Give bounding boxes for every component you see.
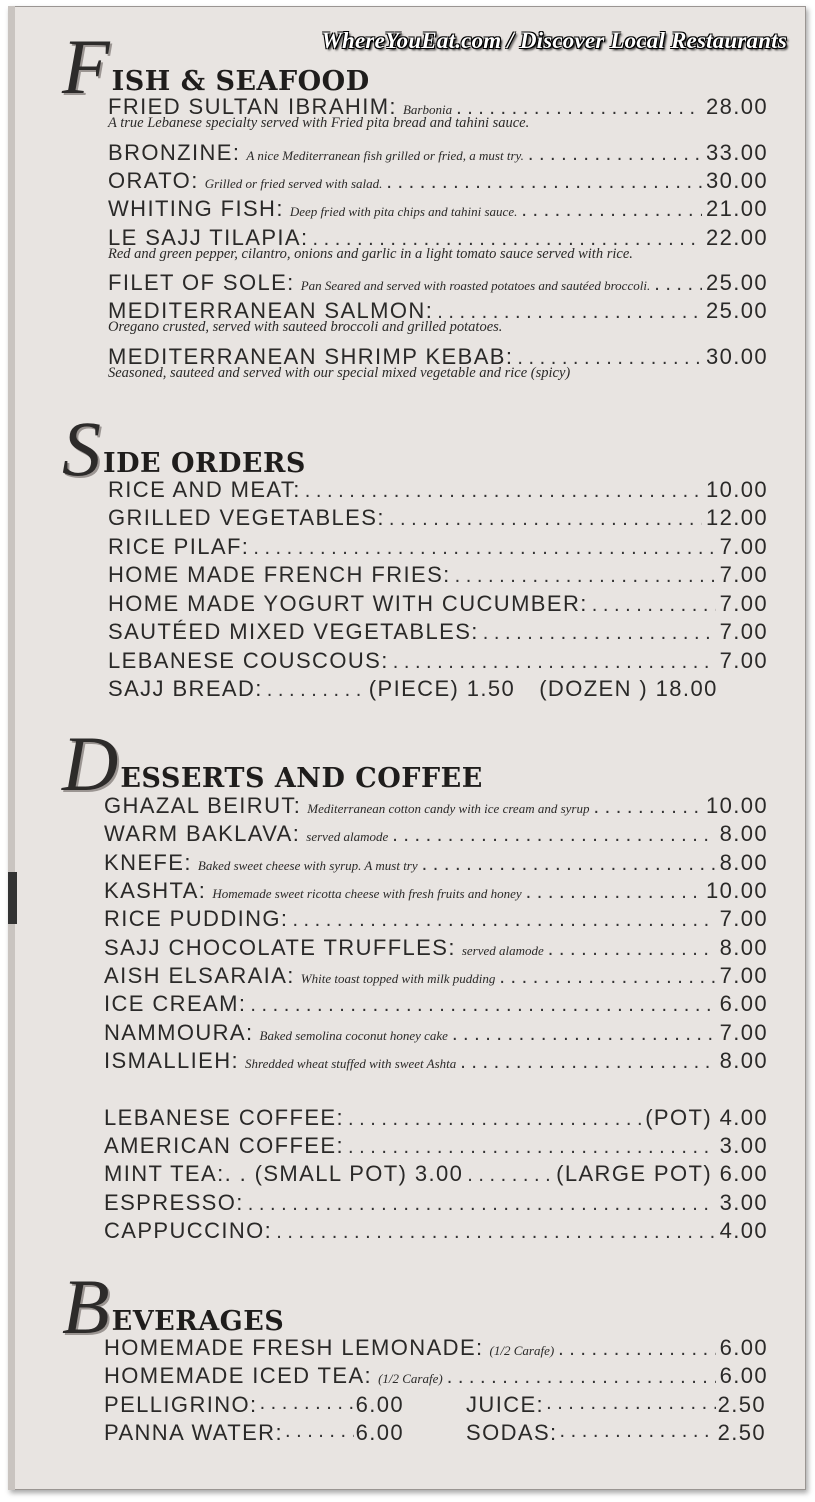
menu-item-row bbox=[108, 270, 768, 298]
item-price: 7.00 bbox=[719, 648, 768, 673]
leader-dots bbox=[593, 796, 701, 819]
leader-dots bbox=[392, 824, 715, 847]
menu-item bbox=[104, 991, 768, 1019]
menu-item-row bbox=[104, 1392, 768, 1420]
menu-item bbox=[104, 1190, 768, 1218]
leader-dots bbox=[548, 938, 716, 961]
menu-item-row bbox=[104, 935, 768, 963]
item-name: AMERICAN COFFEE: bbox=[104, 1133, 344, 1158]
leader-dots bbox=[260, 1392, 354, 1418]
item-price: 7.00 bbox=[719, 619, 768, 644]
leader-dots bbox=[592, 594, 716, 617]
menu-item-row bbox=[108, 168, 768, 196]
menu-item bbox=[108, 168, 768, 196]
item-price: 3.00 bbox=[719, 1133, 768, 1158]
menu-item bbox=[108, 225, 768, 263]
menu-item-row bbox=[104, 850, 768, 878]
pair-left bbox=[104, 1420, 404, 1446]
item-name: MEDITERRANEAN SHRIMP KEBAB: bbox=[108, 344, 514, 369]
item-price: 21.00 bbox=[705, 196, 768, 221]
item-price: 30.00 bbox=[705, 168, 768, 193]
item-name: SAJJ CHOCOLATE TRUFFLES: bbox=[104, 935, 456, 960]
menu-item bbox=[108, 534, 768, 562]
leader-dots bbox=[560, 1420, 716, 1446]
item-name: RICE PUDDING: bbox=[104, 906, 289, 931]
menu-item-row bbox=[104, 1190, 768, 1218]
menu-item bbox=[104, 821, 768, 849]
item-price: 7.00 bbox=[719, 562, 768, 587]
site-watermark: WhereYouEat.com / Discover Local Restaurants bbox=[321, 28, 787, 53]
menu-item bbox=[104, 1335, 768, 1363]
binding-tab bbox=[8, 872, 17, 924]
item-name: SODAS: bbox=[466, 1420, 558, 1445]
leader-dots bbox=[455, 565, 716, 588]
leader-dots bbox=[248, 1193, 716, 1216]
item-name: PELLIGRINO: bbox=[104, 1392, 258, 1417]
menu-item-row bbox=[108, 140, 768, 168]
item-description: Homemade sweet ricotta cheese with fresh fruits and honey bbox=[212, 886, 522, 901]
menu-item-row bbox=[108, 648, 768, 676]
heading-text: ESSERTS AND COFFEE bbox=[120, 763, 483, 795]
item-name: JUICE: bbox=[466, 1392, 545, 1417]
item-price: 22.00 bbox=[705, 225, 768, 250]
heading-text: IDE ORDERS bbox=[103, 448, 306, 480]
menu-item bbox=[108, 505, 768, 533]
menu-item bbox=[104, 906, 768, 934]
item-name: BRONZINE: bbox=[108, 140, 241, 165]
menu-item bbox=[104, 1218, 768, 1246]
menu-item-row bbox=[108, 534, 768, 562]
item-price: 8.00 bbox=[719, 850, 768, 875]
item-name: LEBANESE COFFEE: bbox=[104, 1105, 345, 1130]
item-price: 6.00 bbox=[355, 1420, 404, 1445]
menu-item-row bbox=[104, 793, 768, 821]
leader-dots bbox=[528, 143, 702, 166]
item-subtext: Seasoned, sauteed and served with our special mixed vegetable and rice (spicy) bbox=[108, 365, 571, 381]
item-price: (POT) 4.00 bbox=[645, 1105, 768, 1130]
item-name: SAJJ BREAD: bbox=[108, 676, 263, 701]
leader-dots bbox=[499, 966, 715, 989]
leader-dots bbox=[467, 1164, 552, 1187]
leader-dots bbox=[285, 1420, 354, 1446]
leader-dots bbox=[526, 881, 702, 904]
item-price: 6.00 bbox=[355, 1392, 404, 1417]
menu-spine bbox=[8, 6, 15, 1490]
item-price: 10.00 bbox=[705, 477, 768, 502]
item-name: HOME MADE FRENCH FRIES: bbox=[108, 562, 451, 587]
menu-item bbox=[104, 1048, 768, 1076]
menu-item-row bbox=[108, 591, 768, 619]
menu-item-row bbox=[108, 619, 768, 647]
leader-dots bbox=[389, 508, 702, 531]
menu-item bbox=[104, 1020, 768, 1048]
item-name: NAMMOURA: bbox=[104, 1020, 254, 1045]
menu-item bbox=[104, 1161, 768, 1189]
item-name: ICE CREAM: bbox=[104, 991, 247, 1016]
menu-item bbox=[104, 1133, 768, 1161]
menu-item bbox=[108, 94, 768, 132]
item-price: 7.00 bbox=[719, 906, 768, 931]
item-description: (1/2 Carafe) bbox=[378, 1371, 443, 1386]
item-name: FILET OF SOLE: bbox=[108, 270, 295, 295]
menu-item bbox=[104, 935, 768, 963]
item-price: 3.00 bbox=[719, 1190, 768, 1215]
leader-dots bbox=[460, 1051, 715, 1074]
item-price: 7.00 bbox=[719, 1020, 768, 1045]
item-price: 10.00 bbox=[705, 793, 768, 818]
item-price: 8.00 bbox=[719, 935, 768, 960]
item-name: FRIED SULTAN IBRAHIM: bbox=[108, 94, 397, 119]
item-price: 7.00 bbox=[719, 534, 768, 559]
item-name: ISMALLIEH: bbox=[104, 1048, 240, 1073]
menu-item-row bbox=[104, 821, 768, 849]
item-description: served alamode bbox=[461, 943, 544, 958]
heading-text: EVERAGES bbox=[111, 1306, 285, 1338]
item-description: Mediterranean cotton candy with ice cream and syrup bbox=[307, 801, 590, 816]
item-name: RICE PILAF: bbox=[108, 534, 250, 559]
item-name: LEBANESE COUSCOUS: bbox=[108, 648, 389, 673]
menu-item-row bbox=[104, 878, 768, 906]
menu-item-row bbox=[104, 1133, 768, 1161]
leader-dots bbox=[546, 1392, 716, 1418]
item-name: HOMEMADE FRESH LEMONADE: bbox=[104, 1335, 484, 1360]
heading-text: ISH & SEAFOOD bbox=[111, 66, 370, 98]
leader-dots bbox=[305, 480, 702, 503]
leader-dots bbox=[521, 199, 702, 222]
item-name: PANNA WATER: bbox=[104, 1420, 283, 1445]
pair-right bbox=[466, 1420, 766, 1446]
menu-item-row bbox=[104, 1420, 768, 1448]
item-name: GRILLED VEGETABLES: bbox=[108, 505, 385, 530]
leader-dots bbox=[276, 1221, 715, 1244]
pair-left bbox=[104, 1392, 404, 1418]
item-price: 25.00 bbox=[705, 298, 768, 323]
item-description: Shredded wheat stuffed with sweet Ashta bbox=[245, 1056, 457, 1071]
leader-dots bbox=[348, 1108, 641, 1131]
item-description: (1/2 Carafe) bbox=[489, 1343, 555, 1358]
item-name: KNEFE: bbox=[104, 850, 192, 875]
item-price: 30.00 bbox=[705, 344, 768, 369]
item-price: 33.00 bbox=[705, 140, 768, 165]
menu-item-row bbox=[104, 1020, 768, 1048]
item-description: Deep fried with pita chips and tahini sauce. bbox=[289, 204, 518, 219]
menu-item bbox=[108, 562, 768, 590]
item-price: 8.00 bbox=[719, 1048, 768, 1073]
menu-item bbox=[108, 196, 768, 224]
menu-item bbox=[104, 1363, 768, 1391]
item-description: White toast topped with milk pudding bbox=[300, 971, 496, 986]
leader-dots bbox=[393, 651, 716, 674]
heading-initial: S bbox=[62, 405, 101, 492]
item-name: CAPPUCCINO: bbox=[104, 1218, 273, 1243]
item-name: LE SAJJ TILAPIA: bbox=[108, 225, 309, 250]
leader-dots bbox=[483, 622, 716, 645]
item-name: ORATO: bbox=[108, 168, 199, 193]
leader-dots bbox=[250, 994, 715, 1017]
leader-dots bbox=[422, 853, 716, 876]
item-description: Grilled or fried served with salad. bbox=[204, 176, 383, 191]
menu-item bbox=[104, 878, 768, 906]
item-description: served alamode bbox=[306, 829, 389, 844]
menu-item-row bbox=[104, 906, 768, 934]
item-price: 7.00 bbox=[719, 963, 768, 988]
item-name: GHAZAL BEIRUT: bbox=[104, 793, 302, 818]
item-price: 6.00 bbox=[719, 1363, 768, 1388]
item-price: (LARGE POT) 6.00 bbox=[556, 1161, 768, 1186]
pair-right bbox=[466, 1392, 766, 1418]
item-subtext: A true Lebanese specialty served with Fried pita bread and tahini sauce. bbox=[108, 115, 530, 131]
item-description: Barbonia bbox=[402, 102, 453, 117]
heading-initial: F bbox=[62, 23, 110, 110]
item-description: Pan Seared and served with roasted potatoes and sautéed broccoli. bbox=[300, 278, 651, 293]
menu-item bbox=[104, 850, 768, 878]
menu-item-row bbox=[104, 1363, 768, 1391]
menu-item-pair bbox=[104, 1392, 768, 1420]
item-description: A nice Mediterranean fish grilled or fried, a must try. bbox=[246, 148, 524, 163]
leader-dots bbox=[348, 1136, 716, 1159]
item-price: 25.00 bbox=[705, 270, 768, 295]
menu-item-row bbox=[108, 505, 768, 533]
item-price: 2.50 bbox=[717, 1420, 766, 1445]
item-price-dozen: (DOZEN ) 18.00 bbox=[539, 676, 718, 701]
item-price: 8.00 bbox=[719, 821, 768, 846]
menu-item-row bbox=[104, 1218, 768, 1246]
menu-item bbox=[108, 591, 768, 619]
item-price-piece: (PIECE) 1.50 bbox=[368, 676, 516, 701]
menu-item bbox=[108, 344, 768, 382]
menu-item-row bbox=[104, 1105, 768, 1133]
menu-item bbox=[108, 140, 768, 168]
menu-item bbox=[108, 477, 768, 505]
item-name: RICE AND MEAT: bbox=[108, 477, 301, 502]
item-name: HOME MADE YOGURT WITH CUCUMBER: bbox=[108, 591, 588, 616]
menu-item bbox=[104, 963, 768, 991]
item-price: 6.00 bbox=[719, 1335, 768, 1360]
item-name: AISH ELSARAIA: bbox=[104, 963, 295, 988]
item-price: 4.00 bbox=[719, 1218, 768, 1243]
item-name: MEDITERRANEAN SALMON: bbox=[108, 298, 434, 323]
menu-item-sajj-bread bbox=[108, 676, 768, 704]
item-name: ESPRESSO: bbox=[104, 1190, 244, 1215]
menu-item-row bbox=[108, 196, 768, 224]
heading-initial: D bbox=[62, 720, 119, 807]
menu-item-row bbox=[104, 963, 768, 991]
menu-item bbox=[108, 270, 768, 298]
item-subtext: Oregano crusted, served with sauteed broccoli and grilled potatoes. bbox=[108, 319, 503, 335]
item-price: 28.00 bbox=[705, 94, 768, 119]
menu-item-row bbox=[104, 1335, 768, 1363]
leader-dots bbox=[452, 1023, 716, 1046]
menu-item-row bbox=[104, 1048, 768, 1076]
item-subtext: Red and green pepper, cilantro, onions and garlic in a light tomato sauce served with rice. bbox=[108, 246, 633, 262]
item-name: SAUTÉED MIXED VEGETABLES: bbox=[108, 619, 479, 644]
heading-initial: B bbox=[62, 1263, 110, 1350]
leader-dots bbox=[654, 273, 702, 296]
item-price: 12.00 bbox=[705, 505, 768, 530]
leader-dots bbox=[386, 171, 702, 194]
item-name: MINT TEA:. . (SMALL POT) 3.00 bbox=[104, 1161, 464, 1186]
menu-item-row bbox=[108, 562, 768, 590]
menu-item bbox=[108, 298, 768, 336]
item-price: 7.00 bbox=[719, 591, 768, 616]
menu-item-pair bbox=[104, 1420, 768, 1448]
menu-item bbox=[104, 793, 768, 821]
item-name: WHITING FISH: bbox=[108, 196, 284, 221]
leader-dots bbox=[447, 1366, 716, 1389]
menu-item bbox=[104, 1105, 768, 1133]
item-price: 6.00 bbox=[719, 991, 768, 1016]
item-price: 2.50 bbox=[717, 1392, 766, 1417]
menu-item-row bbox=[104, 1161, 768, 1189]
leader-dots bbox=[558, 1338, 715, 1361]
menu-item bbox=[108, 648, 768, 676]
item-name: HOMEMADE ICED TEA: bbox=[104, 1363, 373, 1388]
leader-dots bbox=[292, 909, 715, 932]
leader-dots bbox=[253, 537, 715, 560]
menu-item bbox=[108, 619, 768, 647]
item-name: KASHTA: bbox=[104, 878, 207, 903]
item-description: Baked semolina coconut honey cake bbox=[259, 1028, 448, 1043]
menu-item-row bbox=[104, 991, 768, 1019]
section-heading-beverages bbox=[62, 1263, 285, 1350]
menu-item-row bbox=[108, 477, 768, 505]
item-price: 10.00 bbox=[705, 878, 768, 903]
item-name: WARM BAKLAVA: bbox=[104, 821, 301, 846]
item-description: Baked sweet cheese with syrup. A must try bbox=[197, 858, 418, 873]
